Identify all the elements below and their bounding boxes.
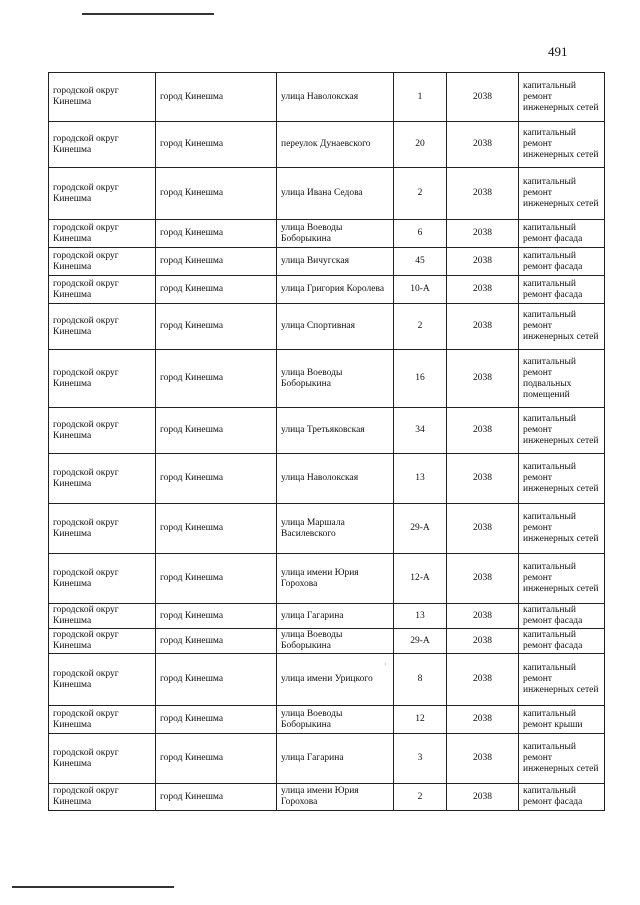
table-row: [49, 629, 605, 654]
table-row: [49, 554, 605, 604]
house-number-cell: 10-А: [394, 276, 447, 304]
street-cell: улица Воеводы Боборыкина: [277, 220, 394, 248]
table-row: [49, 220, 605, 248]
house-number-cell: 1: [394, 73, 447, 122]
street-cell: улица имени Юрия Горохова: [277, 554, 394, 604]
district-cell: городской округ Кинешма: [49, 350, 156, 408]
table-row: [49, 304, 605, 350]
district-cell: городской округ Кинешма: [49, 654, 156, 706]
repair-schedule-table: [48, 72, 605, 811]
table-row: [49, 248, 605, 276]
city-cell: город Кинешма: [156, 304, 277, 350]
city-cell: город Кинешма: [156, 604, 277, 629]
district-cell: городской округ Кинешма: [49, 784, 156, 811]
city-cell: город Кинешма: [156, 784, 277, 811]
year-cell: 2038: [447, 504, 519, 554]
city-cell: город Кинешма: [156, 408, 277, 454]
work-type-cell: капитальный ремонт инженерных сетей: [519, 654, 605, 706]
work-type-cell: капитальный ремонт инженерных сетей: [519, 304, 605, 350]
district-cell: городской округ Кинешма: [49, 276, 156, 304]
house-number-cell: 34: [394, 408, 447, 454]
city-cell: город Кинешма: [156, 350, 277, 408]
year-cell: 2038: [447, 706, 519, 734]
year-cell: 2038: [447, 604, 519, 629]
work-type-cell: капитальный ремонт крыши: [519, 706, 605, 734]
house-number-cell: 16: [394, 350, 447, 408]
street-cell: улица Маршала Василевского: [277, 504, 394, 554]
street-cell: улица Спортивная: [277, 304, 394, 350]
district-cell: городской округ Кинешма: [49, 122, 156, 168]
table-row: [49, 654, 605, 706]
district-cell: городской округ Кинешма: [49, 706, 156, 734]
street-cell: улица имени Урицкого: [277, 654, 394, 706]
top-rule: [82, 13, 214, 15]
city-cell: город Кинешма: [156, 276, 277, 304]
district-cell: городской округ Кинешма: [49, 454, 156, 504]
house-number-cell: 2: [394, 168, 447, 220]
year-cell: 2038: [447, 168, 519, 220]
city-cell: город Кинешма: [156, 734, 277, 784]
city-cell: город Кинешма: [156, 73, 277, 122]
work-type-cell: капитальный ремонт фасада: [519, 629, 605, 654]
year-cell: 2038: [447, 454, 519, 504]
bottom-rule: [12, 886, 174, 888]
city-cell: город Кинешма: [156, 504, 277, 554]
district-cell: городской округ Кинешма: [49, 604, 156, 629]
year-cell: 2038: [447, 408, 519, 454]
street-cell: улица Григория Королева: [277, 276, 394, 304]
work-type-cell: капитальный ремонт фасада: [519, 276, 605, 304]
city-cell: город Кинешма: [156, 554, 277, 604]
page-number: 491: [548, 44, 568, 59]
table-row: [49, 350, 605, 408]
table-row: [49, 408, 605, 454]
city-cell: город Кинешма: [156, 629, 277, 654]
work-type-cell: капитальный ремонт подвальных помещений: [519, 350, 605, 408]
work-type-cell: капитальный ремонт инженерных сетей: [519, 122, 605, 168]
year-cell: 2038: [447, 276, 519, 304]
table-row: [49, 122, 605, 168]
table-row: [49, 504, 605, 554]
city-cell: город Кинешма: [156, 454, 277, 504]
year-cell: 2038: [447, 73, 519, 122]
house-number-cell: 13: [394, 454, 447, 504]
table-row: [49, 168, 605, 220]
city-cell: город Кинешма: [156, 220, 277, 248]
table-row: [49, 454, 605, 504]
district-cell: городской округ Кинешма: [49, 504, 156, 554]
house-number-cell: 29-А: [394, 629, 447, 654]
house-number-cell: 8: [394, 654, 447, 706]
work-type-cell: капитальный ремонт фасада: [519, 220, 605, 248]
street-cell: улица Воеводы Боборыкина: [277, 350, 394, 408]
work-type-cell: капитальный ремонт инженерных сетей: [519, 73, 605, 122]
year-cell: 2038: [447, 220, 519, 248]
house-number-cell: 45: [394, 248, 447, 276]
house-number-cell: 3: [394, 734, 447, 784]
district-cell: городской округ Кинешма: [49, 629, 156, 654]
district-cell: городской округ Кинешма: [49, 73, 156, 122]
city-cell: город Кинешма: [156, 168, 277, 220]
table-row: [49, 784, 605, 811]
work-type-cell: капитальный ремонт фасада: [519, 248, 605, 276]
work-type-cell: капитальный ремонт инженерных сетей: [519, 504, 605, 554]
street-cell: улица Воеводы Боборыкина: [277, 629, 394, 654]
street-cell: улица Ивана Седова: [277, 168, 394, 220]
street-cell: улица Третьяковская: [277, 408, 394, 454]
year-cell: 2038: [447, 629, 519, 654]
house-number-cell: 12-А: [394, 554, 447, 604]
street-cell: улица Наволокская: [277, 73, 394, 122]
work-type-cell: капитальный ремонт инженерных сетей: [519, 408, 605, 454]
city-cell: город Кинешма: [156, 122, 277, 168]
year-cell: 2038: [447, 122, 519, 168]
street-cell: улица Наволокская: [277, 454, 394, 504]
district-cell: городской округ Кинешма: [49, 554, 156, 604]
work-type-cell: капитальный ремонт инженерных сетей: [519, 554, 605, 604]
house-number-cell: 2: [394, 304, 447, 350]
work-type-cell: капитальный ремонт инженерных сетей: [519, 168, 605, 220]
table-row: [49, 706, 605, 734]
house-number-cell: 29-А: [394, 504, 447, 554]
year-cell: 2038: [447, 784, 519, 811]
house-number-cell: 6: [394, 220, 447, 248]
table-row: [49, 276, 605, 304]
year-cell: 2038: [447, 654, 519, 706]
house-number-cell: 2: [394, 784, 447, 811]
work-type-cell: капитальный ремонт фасада: [519, 604, 605, 629]
street-cell: переулок Дунаевского: [277, 122, 394, 168]
street-cell: улица Гагарина: [277, 604, 394, 629]
street-cell: улица Вичугская: [277, 248, 394, 276]
scan-mark: ·: [384, 660, 387, 669]
table-row: [49, 734, 605, 784]
house-number-cell: 13: [394, 604, 447, 629]
year-cell: 2038: [447, 248, 519, 276]
work-type-cell: капитальный ремонт инженерных сетей: [519, 454, 605, 504]
city-cell: город Кинешма: [156, 248, 277, 276]
district-cell: городской округ Кинешма: [49, 248, 156, 276]
district-cell: городской округ Кинешма: [49, 220, 156, 248]
city-cell: город Кинешма: [156, 654, 277, 706]
district-cell: городской округ Кинешма: [49, 304, 156, 350]
street-cell: улица Гагарина: [277, 734, 394, 784]
year-cell: 2038: [447, 554, 519, 604]
year-cell: 2038: [447, 350, 519, 408]
work-type-cell: капитальный ремонт инженерных сетей: [519, 734, 605, 784]
district-cell: городской округ Кинешма: [49, 734, 156, 784]
work-type-cell: капитальный ремонт фасада: [519, 784, 605, 811]
district-cell: городской округ Кинешма: [49, 408, 156, 454]
year-cell: 2038: [447, 734, 519, 784]
district-cell: городской округ Кинешма: [49, 168, 156, 220]
city-cell: город Кинешма: [156, 706, 277, 734]
house-number-cell: 20: [394, 122, 447, 168]
house-number-cell: 12: [394, 706, 447, 734]
street-cell: улица имени Юрия Горохова: [277, 784, 394, 811]
street-cell: улица Воеводы Боборыкина: [277, 706, 394, 734]
table-row: [49, 73, 605, 122]
table-row: [49, 604, 605, 629]
year-cell: 2038: [447, 304, 519, 350]
